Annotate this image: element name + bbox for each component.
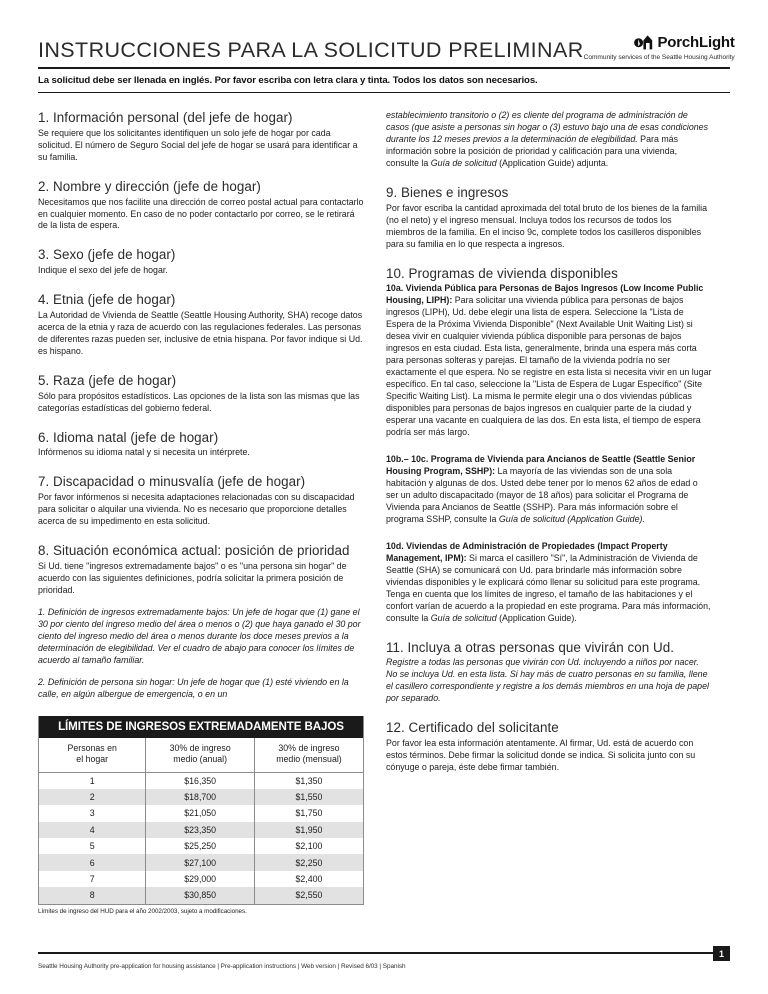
income-limits-table [39, 738, 363, 904]
section-10a-lead: 10a. Vivienda Pública para Personas de Bajos Ingresos (Low Income Public Housing, LIPH): [386, 283, 704, 306]
income-limits-table-container [38, 716, 364, 905]
brand-tagline: Community services of the Seattle Housing Authority [583, 54, 735, 61]
section-10a-text [386, 283, 712, 439]
section-10-heading: 10. Programas de vivienda disponibles [386, 265, 618, 281]
section-10b-lead: 10b.– 10c. Programa de Vivienda para Ancianos de Seattle (Seattle Senior Housing Program, SSHP): [386, 453, 696, 476]
continuation-guide-title: Guía de solicitud [430, 157, 497, 168]
header-line-1: 30% de ingreso [278, 742, 340, 753]
section-6-text: Infórmenos su idioma natal y si necesita un intérprete. [38, 447, 250, 458]
definition-1-rest: Un jefe de hogar que (1) gane el 30 por ciento del ingreso medio del área o menos o (2) que haya ganado el 30 por ciento del ingreso medio del área o menos durante los doce meses previos a la determinación de elegibilidad. Ver el cuadro de abajo para conocer los límites de acuerdo al tamaño familiar. [38, 606, 361, 665]
cell-annual: $30,850 [146, 887, 255, 903]
section-8-heading: 8. Situación económica actual: posición de prioridad [38, 543, 350, 559]
section-3 [38, 247, 364, 277]
section-11-heading: 11. Incluya a otras personas que vivirán con Ud. [386, 639, 674, 655]
content-columns [38, 110, 730, 915]
section-10d-guide-title: Guía de solicitud [430, 612, 497, 623]
cell-annual: $16,350 [146, 772, 255, 789]
definition-2-rest: Un jefe de hogar que (1) esté viviendo en la calle, en algún albergue de emergencia, o en un [38, 676, 349, 699]
cell-household-size: 4 [39, 822, 146, 838]
section-1-heading: 1. Información personal (del jefe de hogar) [38, 110, 293, 125]
section-8 [38, 543, 364, 701]
section-10b-guide-title: Guía de solicitud (Application Guide). [498, 513, 645, 524]
section-9-heading: 9. Bienes e ingresos [386, 184, 509, 200]
header-line-1: Personas en [67, 742, 117, 753]
section-8-continuation [386, 110, 712, 170]
section-6 [38, 430, 364, 460]
section-5 [38, 373, 364, 415]
table-row [39, 789, 363, 805]
right-column [386, 110, 712, 915]
cell-monthly: $1,550 [295, 792, 323, 803]
section-6-heading: 6. Idioma natal (jefe de hogar) [38, 429, 219, 445]
income-limits-table-note: Límites de ingreso del HUD para el año 2002/2003, sujeto a modificaciones. [38, 907, 247, 915]
document-header [38, 0, 735, 63]
column-header-annual [146, 738, 255, 772]
section-3-text: Indique el sexo del jefe de hogar. [38, 265, 168, 276]
section-11 [386, 640, 712, 706]
cell-annual: $27,100 [146, 854, 255, 870]
definition-homeless [38, 677, 364, 701]
section-7-heading: 7. Discapacidad o minusvalía (jefe de hogar) [38, 474, 306, 490]
cell-annual: $25,250 [146, 838, 255, 854]
table-body [39, 772, 363, 904]
column-header-household-size [39, 738, 146, 772]
table-row [39, 805, 363, 821]
section-12-text: Por favor lea esta información atentamente. Al firmar, Ud. está de acuerdo con estos términos. Debe firmar la solicitud donde se indica. Si solicita junto con su cónyuge o pareja, éste debe firmar también. [386, 738, 696, 772]
header-divider-thick [38, 67, 730, 69]
footer-text: Seattle Housing Authority pre-application for housing assistance | Pre-application instructions | Web version | Revised 6/03 | Spanish [38, 963, 406, 970]
table-row [39, 871, 363, 887]
table-row [39, 838, 363, 854]
cell-household-size: 6 [39, 854, 146, 870]
section-10d [386, 541, 712, 625]
header-line-2: medio (anual) [173, 754, 228, 765]
continuation-tail: (Application Guide) adjunta. [496, 157, 609, 168]
section-4-text: La Autoridad de Vivienda de Seattle (Seattle Housing Authority, SHA) recoge datos acerca de la etnia y raza de acuerdo con las regulaciones federales. Las personas de diferentes razas pueden ser, inclusive de etnia hispana. Por favor indique si Ud. es hispano. [38, 310, 363, 356]
section-9 [386, 185, 712, 251]
definition-1-lead: 1. Definición de ingresos extremadamente bajos: [38, 606, 230, 617]
header-divider-thin [38, 92, 730, 93]
cell-household-size: 8 [39, 887, 146, 903]
cell-monthly: $2,250 [295, 857, 323, 868]
header-line-1: 30% de ingreso [169, 742, 231, 753]
section-1 [38, 110, 364, 164]
section-12-heading: 12. Certificado del solicitante [386, 720, 559, 736]
brand-lockup [584, 34, 735, 51]
cell-household-size: 5 [39, 838, 146, 854]
cell-household-size: 2 [39, 789, 146, 805]
table-row [39, 822, 363, 838]
section-3-heading: 3. Sexo (jefe de hogar) [38, 247, 176, 263]
cell-monthly: $1,350 [295, 775, 323, 786]
continuation-text [386, 110, 712, 170]
cell-household-size: 1 [39, 772, 146, 789]
section-7 [38, 474, 364, 528]
column-header-monthly [254, 738, 363, 772]
document-footer [38, 948, 730, 970]
section-10d-body: Si marca el casillero "Sí", la Administración de Vivienda de Seattle (SHA) se comunicará con Ud. para brindarle más información sobre viviendas disponibles y le explicará cómo llenar su solicitud para este programa. Tenga en cuenta que los límites de ingreso, el tamaño de las habitaciones y el confort varían de acuerdo a la propiedad en este programa. Para más información, consulte la [386, 552, 711, 623]
table-row [39, 854, 363, 870]
section-10d-text [386, 541, 712, 625]
table-row [39, 772, 363, 789]
footer-row [38, 948, 730, 970]
section-10b-10c [386, 454, 712, 526]
section-12 [386, 720, 712, 774]
footer-divider [38, 952, 730, 954]
cell-monthly: $1,950 [295, 824, 323, 835]
section-10d-lead: 10d. Viviendas de Administración de Propiedades (Impact Property Management, IPM): [386, 540, 668, 563]
section-2 [38, 179, 364, 233]
instructions-subtitle: La solicitud debe ser llenada en inglés. Por favor escriba con letra clara y tinta. Todos los datos son necesarios. [38, 75, 538, 86]
cell-monthly: $1,750 [295, 808, 323, 819]
cell-annual: $18,700 [146, 789, 255, 805]
left-column [38, 110, 364, 915]
page-title: INSTRUCCIONES PARA LA SOLICITUD PRELIMINAR [38, 38, 584, 63]
cell-annual: $29,000 [146, 871, 255, 887]
header-line-2: medio (mensual) [276, 754, 342, 765]
header-line-2: el hogar [76, 754, 109, 765]
cell-monthly: $2,550 [295, 890, 323, 901]
continuation-italic-part: establecimiento transitorio o (2) es cliente del programa de administración de casos (que asiste a personas sin hogar o (3) estuvo bajo una de esas condiciones durante los 12 meses previos a la determinación de elegibilidad. [386, 110, 709, 144]
section-10a-body: Para solicitar una vivienda pública para personas de bajos ingresos (LIPH), Ud. debe elegir una lista de espera. Seleccione la "Lista de Espera de la Próxima Vivienda Disponible" (Next Available Unit Waiting List) si desea vivir en cualquier vivienda pública disponible para personas de bajos ingresos en esta ciudad. Esta lista, generalmente, brinda una espera más corta para personas solteras y parejas. El tamaño de la vivienda podría no ser exactamente el que espera. No se registre en esta lista si necesita vivir en un lugar específico. En tal caso, seleccione la "Lista de Espera de Lugar Específico" (Site Specific Waiting List). La misma le permite elegir una o dos viviendas públicas disponibles para personas de bajos ingresos en cualquier parte de la ciudad y esperar una vacante en cualquiera de las dos. En esta lista, el tiempo de espera podría ser más largo. [386, 295, 712, 437]
section-10b-text [386, 454, 712, 526]
brand-block [584, 34, 735, 62]
section-1-text: Se requiere que los solicitantes identifiquen un solo jefe de hogar por cada solicitud. El número de Seguro Social del jefe de hogar se usará para identificar a su familia. [38, 127, 358, 162]
section-8-text: Si Ud. tiene "ingresos extremadamente bajos" o es "una persona sin hogar" de acuerdo con las siguientes definiciones, podría solicitar la primera posición de prioridad. [38, 560, 347, 595]
section-10b-body: La mayoría de las viviendas son de una sola habitación y algunas de dos. Usted debe tener por lo menos 62 años de edad o ser un adulto discapacitado (mayor de 18 años) para solicitar el Programa de Vivienda para Ancianos de Seattle (SSHP). Para más información sobre el programa SSHP, consulte la [386, 465, 698, 524]
porchlight-logo-icon [634, 34, 653, 51]
cell-annual: $23,350 [146, 822, 255, 838]
cell-monthly: $2,100 [295, 841, 323, 852]
continuation-rest-part: Para más información sobre la posición de prioridad y calificación para una vivienda, consulte la [386, 133, 679, 168]
cell-monthly: $2,400 [295, 873, 323, 884]
section-5-heading: 5. Raza (jefe de hogar) [38, 372, 177, 388]
section-4-heading: 4. Etnia (jefe de hogar) [38, 292, 176, 308]
section-4 [38, 292, 364, 358]
table-header-row [39, 738, 363, 772]
table-row [39, 887, 363, 903]
definition-2-lead: 2. Definición de persona sin hogar: [38, 676, 175, 687]
table-head [39, 738, 363, 772]
section-7-text: Por favor infórmenos si necesita adaptaciones relacionadas con su discapacidad para solicitar o alquilar una vivienda. No es necesario que proporcione detalles acerca de su impedimento en esta solicitud. [38, 492, 355, 527]
section-5-text: Sólo para propósitos estadísticos. Las opciones de la lista son las mismas que las categorías estadísticas del gobierno federal. [38, 390, 360, 413]
definition-extremely-low-income [38, 607, 364, 667]
page-number-badge: 1 [713, 946, 730, 961]
section-11-text: Registre a todas las personas que vivirán con Ud. incluyendo a niños por nacer. No se incluya Ud. en esta lista. Si hay más de cuatro personas en su familia, llene el casillero correspondiente y registre a los demás miembros en una hoja de papel por separado. [386, 657, 709, 704]
section-2-text: Necesitamos que nos facilite una dirección de correo postal actual para contactarlo en cualquier momento. En caso de no poder contactarlo por correo, se le retirará de la lista de espera. [38, 196, 364, 231]
brand-name: PorchLight [657, 34, 735, 51]
cell-annual: $21,050 [146, 805, 255, 821]
section-9-text: Por favor escriba la cantidad aproximada del total bruto de los bienes de la familia (no el neto) y el ingreso mensual. Incluya todos los recursos de todos los miembros de la familia. En el inciso 9c, complete todos los casilleros disponibles para su familia en lo que respecta a ingresos. [386, 202, 708, 249]
section-10 [386, 266, 712, 439]
cell-household-size: 3 [39, 805, 146, 821]
section-10d-tail: (Application Guide). [496, 612, 577, 623]
cell-household-size: 7 [39, 871, 146, 887]
income-limits-table-title: LÍMITES DE INGRESOS EXTREMADAMENTE BAJOS [39, 716, 363, 738]
section-2-heading: 2. Nombre y dirección (jefe de hogar) [38, 178, 261, 194]
